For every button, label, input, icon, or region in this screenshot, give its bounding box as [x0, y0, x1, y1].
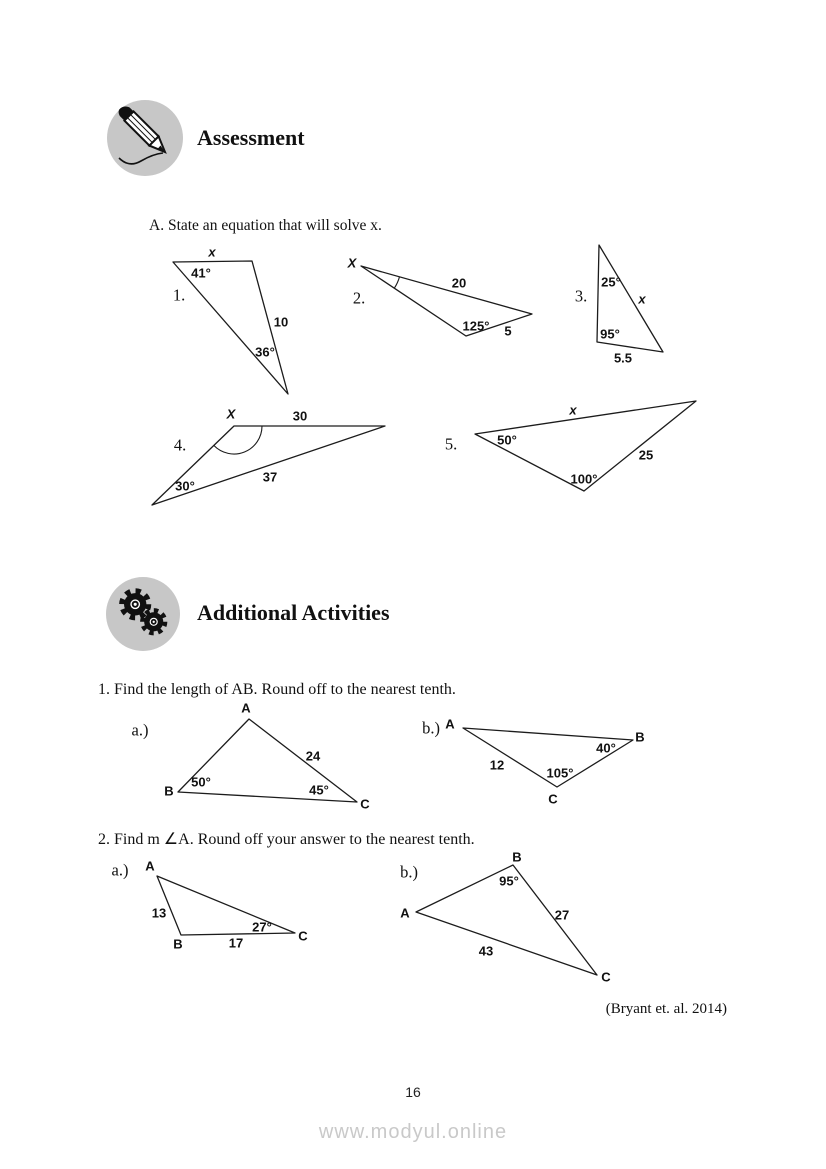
figure-label: 5 [504, 323, 512, 339]
figure-tag: a.) [131, 720, 149, 740]
figure-tag: b.) [422, 718, 440, 738]
figure-label: C [298, 928, 308, 944]
figure-label: 17 [228, 935, 244, 951]
watermark: www.modyul.online [318, 1121, 508, 1143]
figure-label: 43 [478, 943, 494, 959]
problem-2-text: 2. Find m ∠A. Round off your answer to the nearest tenth. [98, 831, 475, 848]
figure-label: X [347, 255, 357, 271]
figure-label: 13 [151, 905, 167, 921]
figure-label: 27 [554, 907, 570, 923]
figure-label: 95° [499, 873, 519, 889]
figure-tag: 4. [173, 435, 187, 455]
figure-label: 36° [255, 344, 275, 360]
figure-label: 50° [191, 774, 211, 790]
section-title-additional-activities: Additional Activities [197, 600, 390, 625]
figure-label: A [241, 700, 251, 716]
figure-label: A [400, 905, 410, 921]
figure-tag: b.) [400, 862, 418, 882]
figure-label: 37 [262, 469, 278, 485]
figure-label: B [164, 783, 174, 799]
figure-label: 41° [191, 265, 211, 281]
triangle-outline [178, 719, 357, 802]
figure-tag: a.) [111, 860, 129, 880]
figure-label: B [173, 936, 183, 952]
page-number: 16 [405, 1084, 421, 1100]
citation: (Bryant et. al. 2014) [605, 1001, 727, 1017]
figure-label: B [512, 849, 522, 865]
figure-tag: 5. [444, 434, 458, 454]
figure-label: 20 [451, 275, 467, 291]
figure-label: A [445, 716, 455, 732]
figure-tag: 2. [352, 288, 366, 308]
angle-arc [214, 426, 262, 454]
figure-label: 27° [252, 919, 272, 935]
figure-tag: 3. [574, 286, 588, 306]
figure-label: 95° [600, 326, 620, 342]
triangle-outline [173, 261, 288, 394]
figure-label: 12 [489, 757, 505, 773]
figure-label: B [635, 729, 645, 745]
figure-label: 25° [601, 274, 621, 290]
triangle-outline [157, 876, 295, 935]
figure-label: C [548, 791, 558, 807]
figure-label: 105° [546, 765, 574, 781]
angle-arc [394, 277, 399, 288]
figure-label: C [360, 796, 370, 812]
figure-label: X [226, 406, 236, 422]
figure-label: 30° [175, 478, 195, 494]
figure-label: 25 [638, 447, 654, 463]
figure-label: 10 [273, 314, 289, 330]
figure-label: 45° [309, 782, 329, 798]
figure-label: 5.5 [613, 350, 633, 366]
figure-label: C [601, 969, 611, 985]
figure-label: x [208, 244, 216, 260]
figure-label: 40° [596, 740, 616, 756]
figure-label: A [145, 858, 155, 874]
figure-tag: 1. [172, 285, 186, 305]
figure-label: 125° [462, 318, 490, 334]
section-title-assessment: Assessment [197, 125, 305, 150]
figure-label: 50° [497, 432, 517, 448]
figure-label: x [638, 291, 646, 307]
problem-1-text: 1. Find the length of AB. Round off to the nearest tenth. [98, 681, 456, 698]
figure-label: x [569, 402, 577, 418]
figure-label: 100° [570, 471, 598, 487]
figure-label: 24 [305, 748, 321, 764]
assessment-instruction: A. State an equation that will solve x. [149, 217, 382, 234]
figure-label: 30 [292, 408, 308, 424]
